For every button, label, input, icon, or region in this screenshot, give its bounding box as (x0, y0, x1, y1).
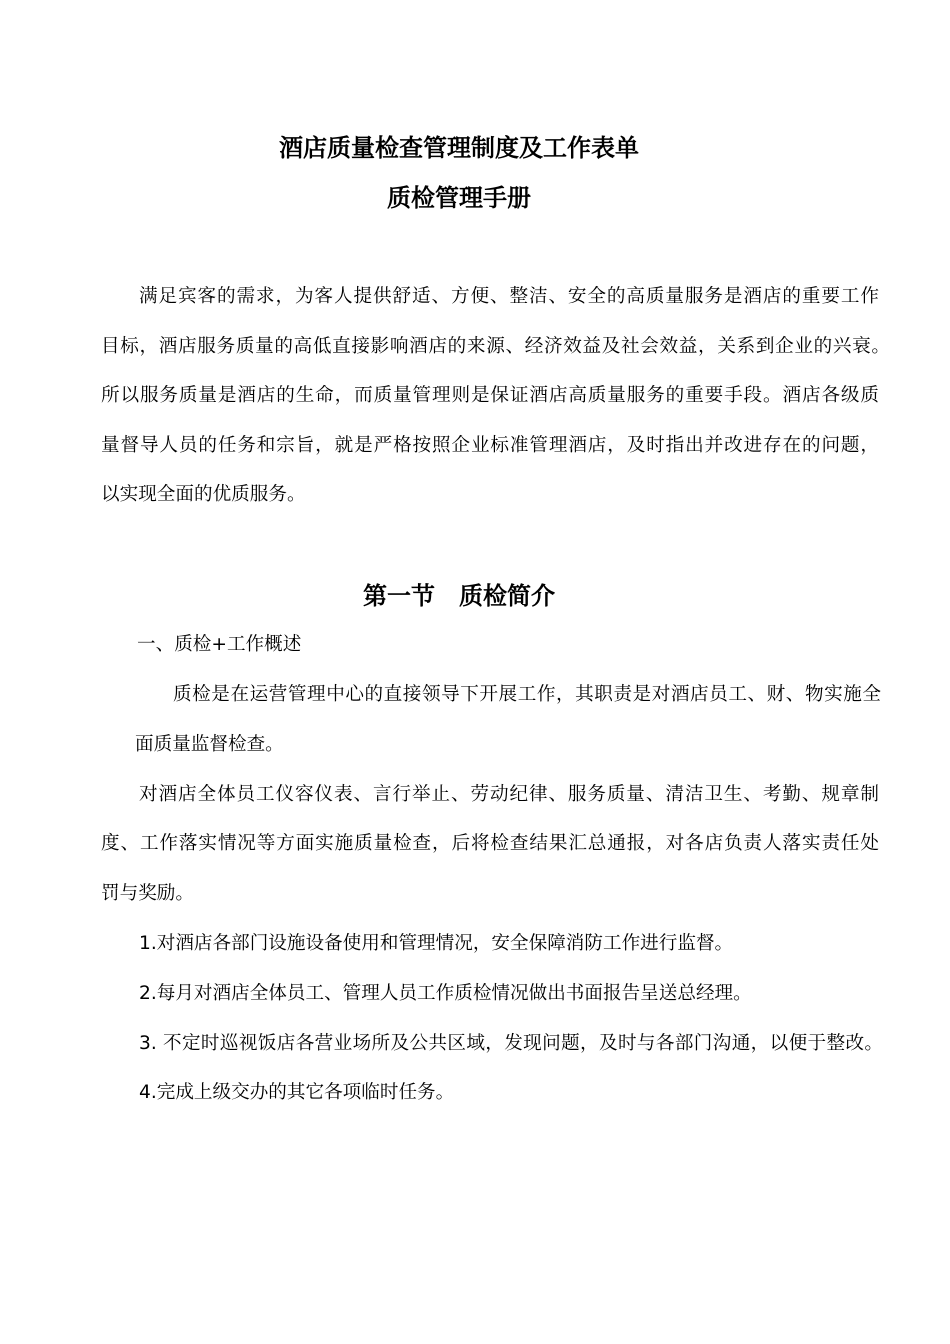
scope-line: 对酒店全体员工仪容仪表、言行举止、劳动纪律、服务质量、清洁卫生、考勤、规章制 (139, 784, 879, 805)
scope-line: 罚与奖励。 (101, 883, 194, 904)
overview-line: 面质量监督检查。 (135, 734, 284, 755)
document-subtitle: 质检管理手册 (387, 184, 531, 212)
scope-line: 度、工作落实情况等方面实施质量检查，后将检查结果汇总通报，对各店负责人落实责任处 (101, 833, 879, 854)
duty-item: 1.对酒店各部门设施设备使用和管理情况，安全保障消防工作进行监督。 (139, 933, 734, 954)
intro-line: 满足宾客的需求，为客人提供舒适、方便、整洁、安全的高质量服务是酒店的重要工作 (139, 286, 879, 307)
intro-line: 目标，酒店服务质量的高低直接影响酒店的来源、经济效益及社会效益，关系到企业的兴衰。 (101, 336, 890, 357)
intro-line: 所以服务质量是酒店的生命，而质量管理则是保证酒店高质量服务的重要手段。酒店各级质 (101, 385, 879, 406)
duty-item: 4.完成上级交办的其它各项临时任务。 (139, 1082, 455, 1103)
intro-line: 量督导人员的任务和宗旨，就是严格按照企业标准管理酒店，及时指出并改进存在的问题， (101, 435, 879, 456)
document-title: 酒店质量检查管理制度及工作表单 (279, 134, 639, 162)
subsection-heading: 一、质检+工作概述 (137, 634, 302, 655)
duty-item: 3. 不定时巡视饭店各营业场所及公共区域，发现问题，及时与各部门沟通，以便于整改。 (139, 1033, 883, 1054)
intro-line: 以实现全面的优质服务。 (101, 484, 306, 505)
section-heading: 第一节 质检简介 (363, 582, 555, 610)
overview-line: 质检是在运营管理中心的直接领导下开展工作，其职责是对酒店员工、财、物实施全 (173, 684, 881, 705)
duty-item: 2.每月对酒店全体员工、管理人员工作质检情况做出书面报告呈送总经理。 (139, 983, 752, 1004)
